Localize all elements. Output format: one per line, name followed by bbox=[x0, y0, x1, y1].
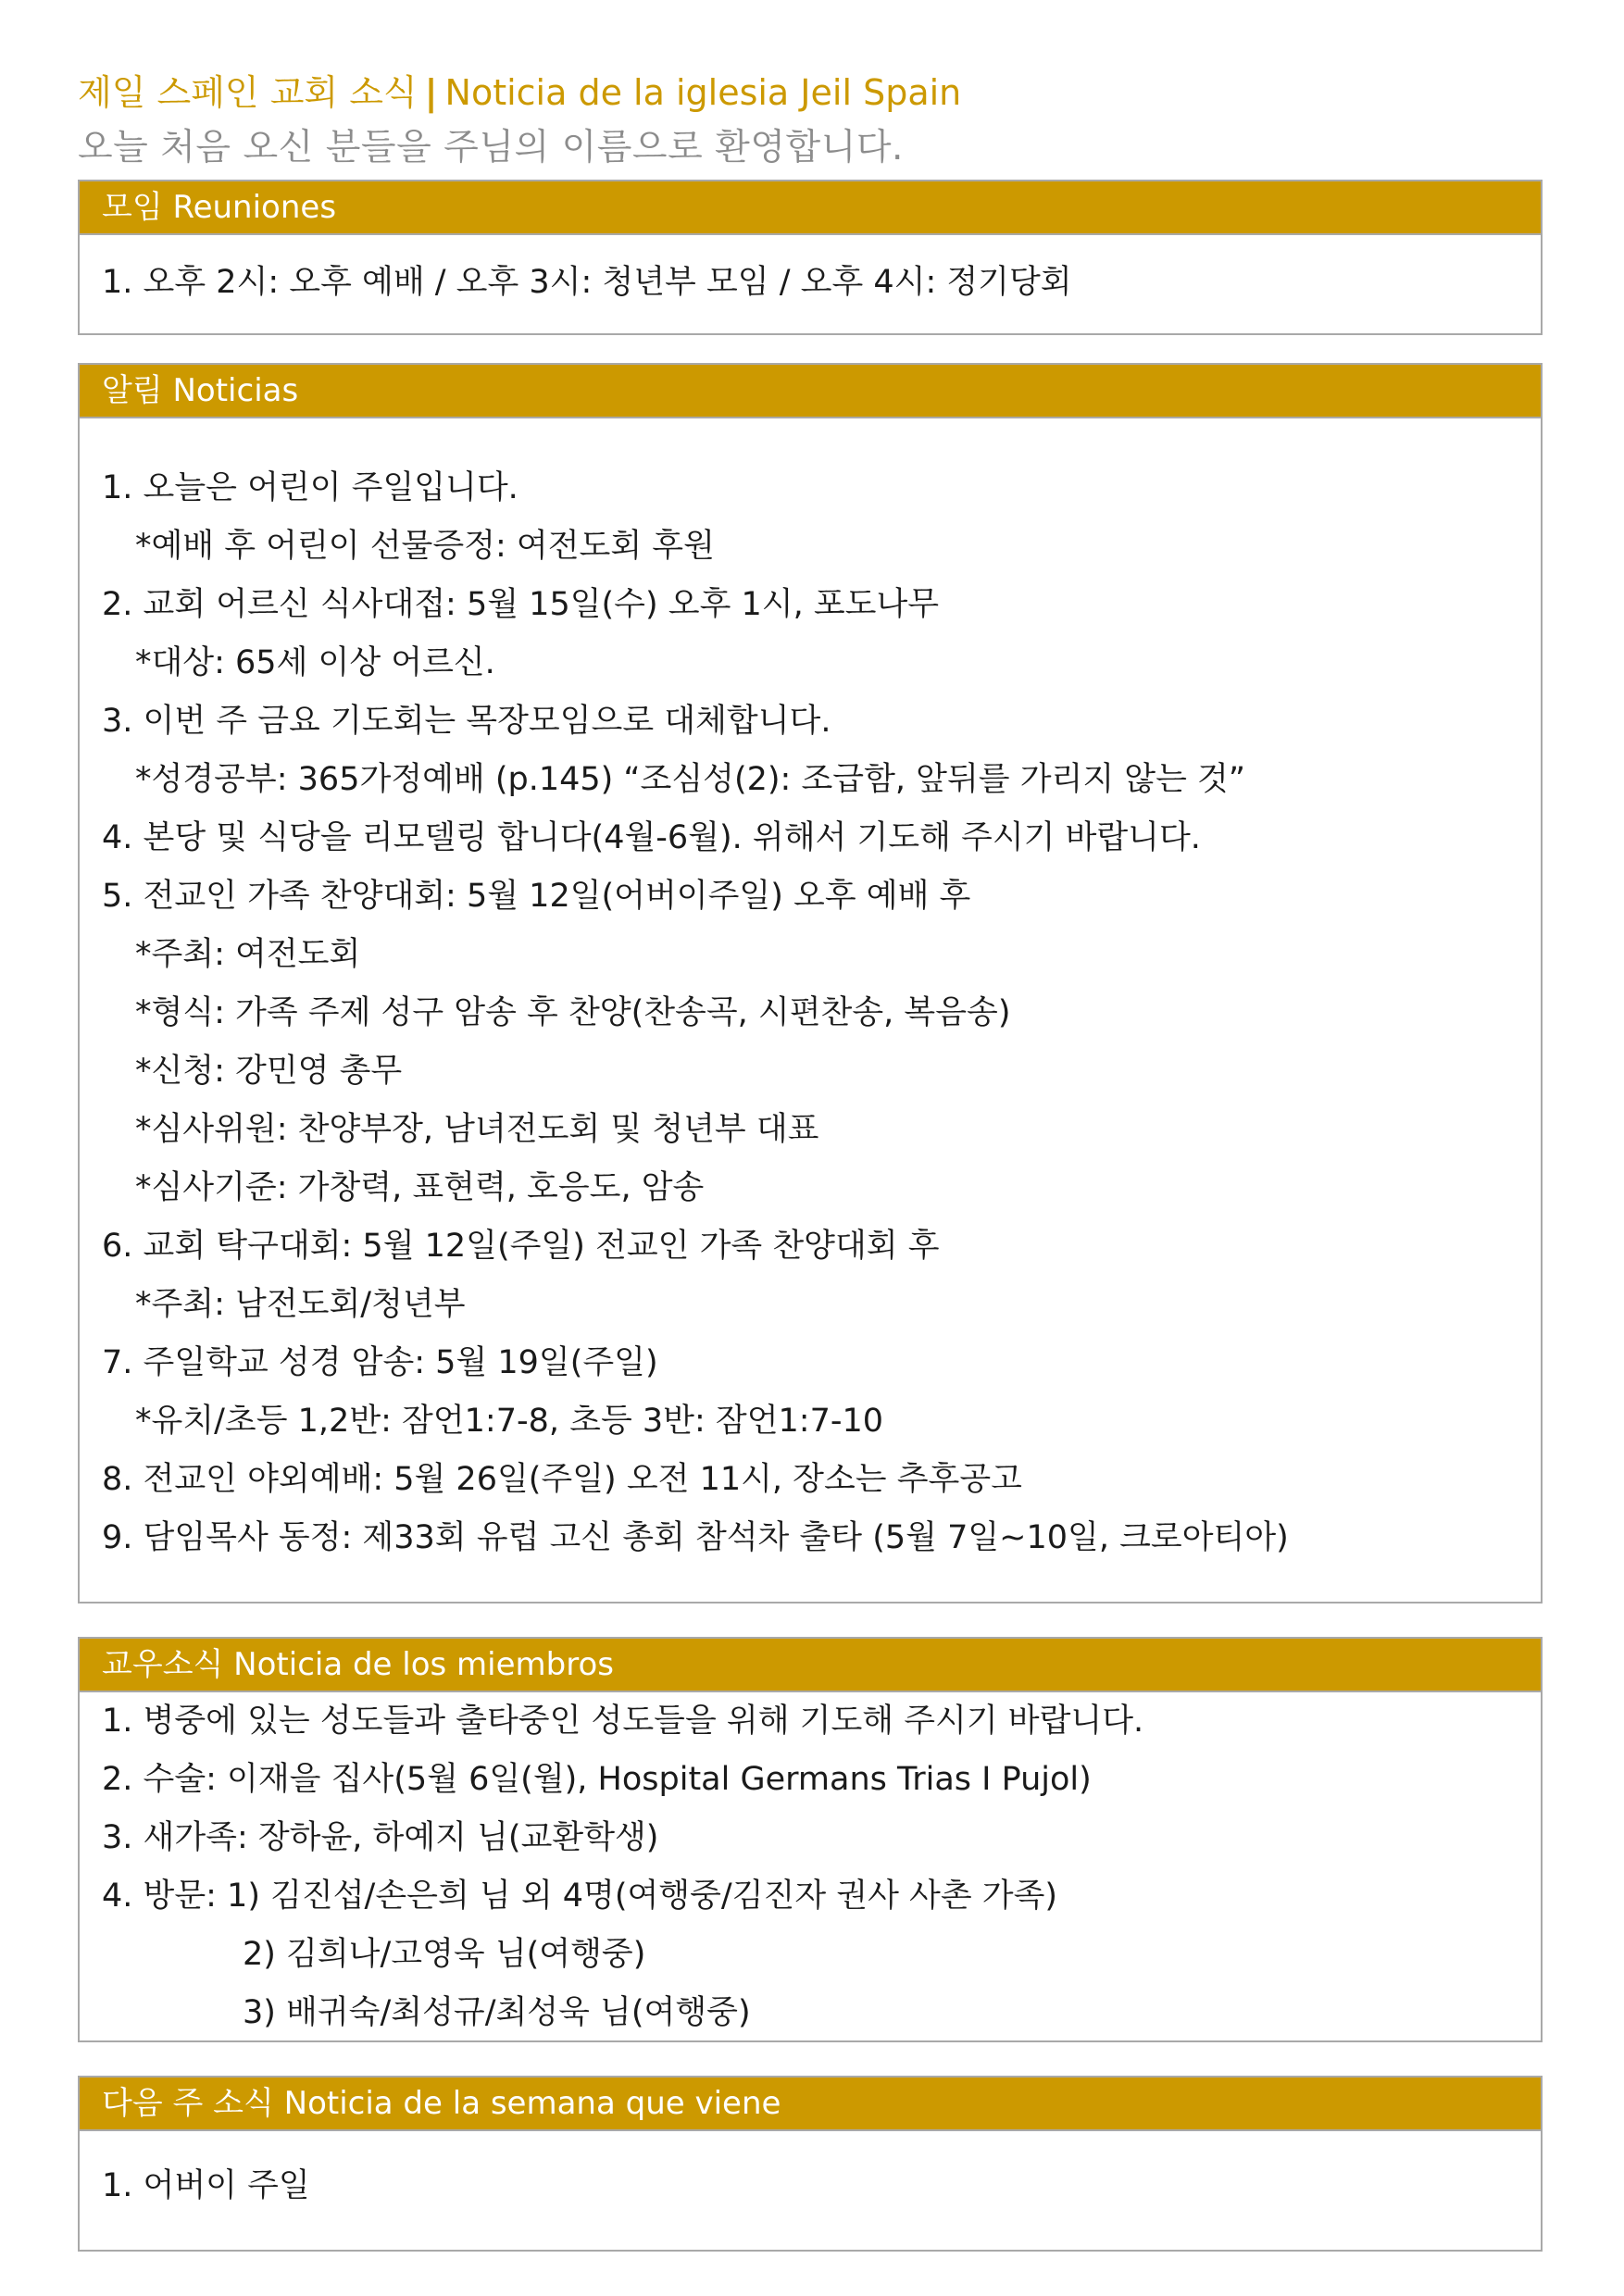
noticias-item-9: 9. 담임목사 동정: 제33회 유럽 고신 총회 참석차 출타 (5월 7일~10일, 크로아티아) bbox=[102, 1519, 1289, 1556]
section-body-noticias bbox=[80, 418, 1541, 1567]
miembros-item-2: 2. 수술: 이재을 집사(5월 6일(월), Hospital Germans Trias I Pujol) bbox=[102, 1761, 1092, 1798]
welcome-subtitle: 오늘 처음 오신 분들을 주님의 이름으로 환영합니다. bbox=[78, 127, 904, 168]
noticias-subitem: *주최: 여전도회 bbox=[135, 936, 361, 973]
noticias-subitem: *신청: 강민영 총무 bbox=[135, 1053, 403, 1090]
noticias-subitem: *예배 후 어린이 선물증정: 여전도회 후원 bbox=[135, 528, 715, 565]
section-header-noticias: 알림 Noticias bbox=[80, 365, 1541, 418]
section-body-next-week bbox=[80, 2131, 1541, 2215]
title-korean: 제일 스페인 교회 소식 bbox=[78, 72, 418, 113]
noticias-item-6: 6. 교회 탁구대회: 5월 12일(주일) 전교인 가족 찬양대회 후 bbox=[102, 1228, 940, 1265]
reuniones-item-1: 1. 오후 2시: 오후 예배 / 오후 3시: 청년부 모임 / 오후 4시: 정기당회 bbox=[102, 264, 1072, 301]
miembros-item-4: 4. 방문: 1) 김진섭/손은희 님 외 4명(여행중/김진자 권사 사촌 가족) bbox=[102, 1878, 1058, 1915]
section-header-miembros: 교우소식 Noticia de los miembros bbox=[80, 1639, 1541, 1692]
miembros-item-1: 1. 병중에 있는 성도들과 출타중인 성도들을 위해 기도해 주시기 바랍니다. bbox=[102, 1703, 1144, 1740]
noticias-subitem: *형식: 가족 주제 성구 암송 후 찬양(찬송곡, 시편찬송, 복음송) bbox=[135, 994, 1011, 1031]
noticias-item-8: 8. 전교인 야외예배: 5월 26일(주일) 오전 11시, 장소는 추후공고 bbox=[102, 1461, 1022, 1498]
section-header-reuniones: 모임 Reuniones bbox=[80, 181, 1541, 235]
section-next-week bbox=[78, 2076, 1543, 2252]
noticias-subitem: *대상: 65세 이상 어르신. bbox=[135, 644, 495, 681]
noticias-item-5: 5. 전교인 가족 찬양대회: 5월 12일(어버이주일) 오후 예배 후 bbox=[102, 878, 971, 915]
miembros-item-3: 3. 새가족: 장하윤, 하예지 님(교환학생) bbox=[102, 1819, 659, 1856]
miembros-visit-entry: 2) 김희나/고영욱 님(여행중) bbox=[243, 1936, 646, 1973]
bulletin-title bbox=[78, 69, 961, 117]
section-reuniones bbox=[78, 180, 1543, 335]
title-spanish: Noticia de la iglesia Jeil Spain bbox=[444, 72, 962, 113]
noticias-item-4: 4. 본당 및 식당을 리모델링 합니다(4월-6월). 위해서 기도해 주시기 바랍니다. bbox=[102, 819, 1201, 856]
next-week-item-1: 1. 어버이 주일 bbox=[102, 2167, 310, 2204]
noticias-subitem: *심사기준: 가창력, 표현력, 호응도, 암송 bbox=[135, 1169, 705, 1206]
noticias-subitem: *주최: 남전도회/청년부 bbox=[135, 1286, 466, 1323]
title-separator: | bbox=[424, 72, 438, 113]
section-noticias bbox=[78, 363, 1543, 1603]
noticias-subitem: *유치/초등 1,2반: 잠언1:7-8, 초등 3반: 잠언1:7-10 bbox=[135, 1403, 883, 1440]
miembros-visit-entry: 3) 배귀숙/최성규/최성욱 님(여행중) bbox=[243, 1994, 751, 2031]
noticias-item-2: 2. 교회 어르신 식사대접: 5월 15일(수) 오후 1시, 포도나무 bbox=[102, 586, 940, 623]
noticias-item-1: 1. 오늘은 어린이 주일입니다. bbox=[102, 469, 518, 506]
section-miembros bbox=[78, 1637, 1543, 2042]
section-header-next-week: 다음 주 소식 Noticia de la semana que viene bbox=[80, 2078, 1541, 2131]
noticias-item-7: 7. 주일학교 성경 암송: 5월 19일(주일) bbox=[102, 1344, 658, 1381]
noticias-subitem: *심사위원: 찬양부장, 남녀전도회 및 청년부 대표 bbox=[135, 1111, 819, 1148]
section-body-reuniones bbox=[80, 235, 1541, 312]
noticias-subitem: *성경공부: 365가정예배 (p.145) “조심성(2): 조급함, 앞뒤를 가리지 않는 것” bbox=[135, 761, 1245, 798]
section-body-miembros bbox=[80, 1692, 1541, 2042]
noticias-item-3: 3. 이번 주 금요 기도회는 목장모임으로 대체합니다. bbox=[102, 703, 831, 740]
